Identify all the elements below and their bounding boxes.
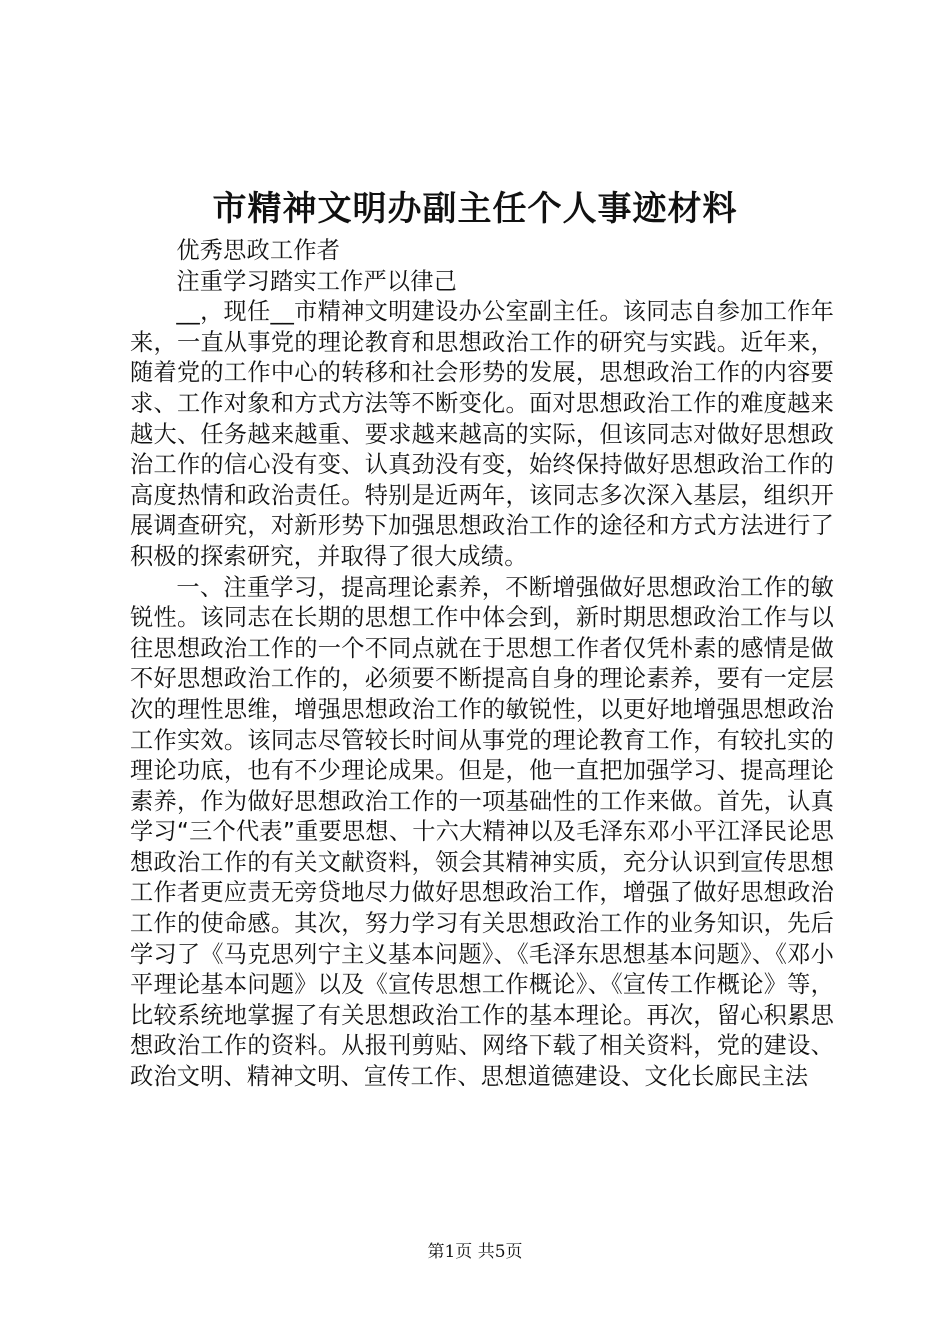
subtitle-paragraph: 优秀思政工作者 <box>176 237 341 264</box>
heading-paragraph: 注重学习踏实工作严以律己 <box>176 267 458 295</box>
section-one-paragraph: 一、注重学习，提高理论素养，不断增强做好思想政治工作的敏锐性。该同志在长期的思想工作中体会到，新时期思想政治工作与以往思想政治工作的一个不同点就在于思想工作者仅凭朴素的感情是做不好思想政治工作的，必须要不断提高自身的理论素养，要有一定层次的理性思维，增强思想政治工作的敏锐性，以更好地增强思想政治工作实效。该同志尽管较长时间从事党的理论教育工作，有较扎实的理论功底，也有不少理论成果。但是，他一直把加强学习、提高理论素养，作为做好思想政治工作的一项基础性的工作来做。首先，认真学习“三个代表”重要思想、十六大精神以及毛泽东邓小平江泽民论思想政治工作的有关文献资料，领会其精神实质，充分认识到宣传思想工作者更应责无旁贷地尽力做好思想政治工作，增强了做好思想政治工作的使命感。其次，努力学习有关思想政治工作的业务知识，先后学习了《马克思列宁主义基本问题》、《毛泽东思想基本问题》、《邓小平理论基本问题》以及《宣传思想工作概论》、《宣传工作概论》等，比较系统地掌握了有关思想政治工作的基本理论。再次，留心积累思想政治工作的资料。从报刊剪贴、网络下载了相关资料，党的建设、政治文明、精神文明、宣传工作、思想道德建设、文化长廊民主法 <box>130 573 834 1091</box>
intro-paragraph: __，现任__市精神文明建设办公室副主任。该同志自参加工作年来，一直从事党的理论教育和思想政治工作的研究与实践。近年来，随着党的工作中心的转移和社会形势的发展，思想政治工作的内容要求、工作对象和方式方法等不断变化。面对思想政治工作的难度越来越大、任务越来越重、要求越来越高的实际，但该同志对做好思想政治工作的信心没有变、认真劲没有变，始终保持做好思想政治工作的高度热情和政治责任。特别是近两年，该同志多次深入基层，组织开展调查研究，对新形势下加强思想政治工作的途径和方式方法进行了积极的探索研究，并取得了很大成绩。 <box>130 298 834 570</box>
document-title: 市精神文明办副主任个人事迹材料 <box>212 189 738 229</box>
document-body <box>130 236 834 1093</box>
page-number-footer: 第1页 共5页 <box>427 1242 523 1262</box>
